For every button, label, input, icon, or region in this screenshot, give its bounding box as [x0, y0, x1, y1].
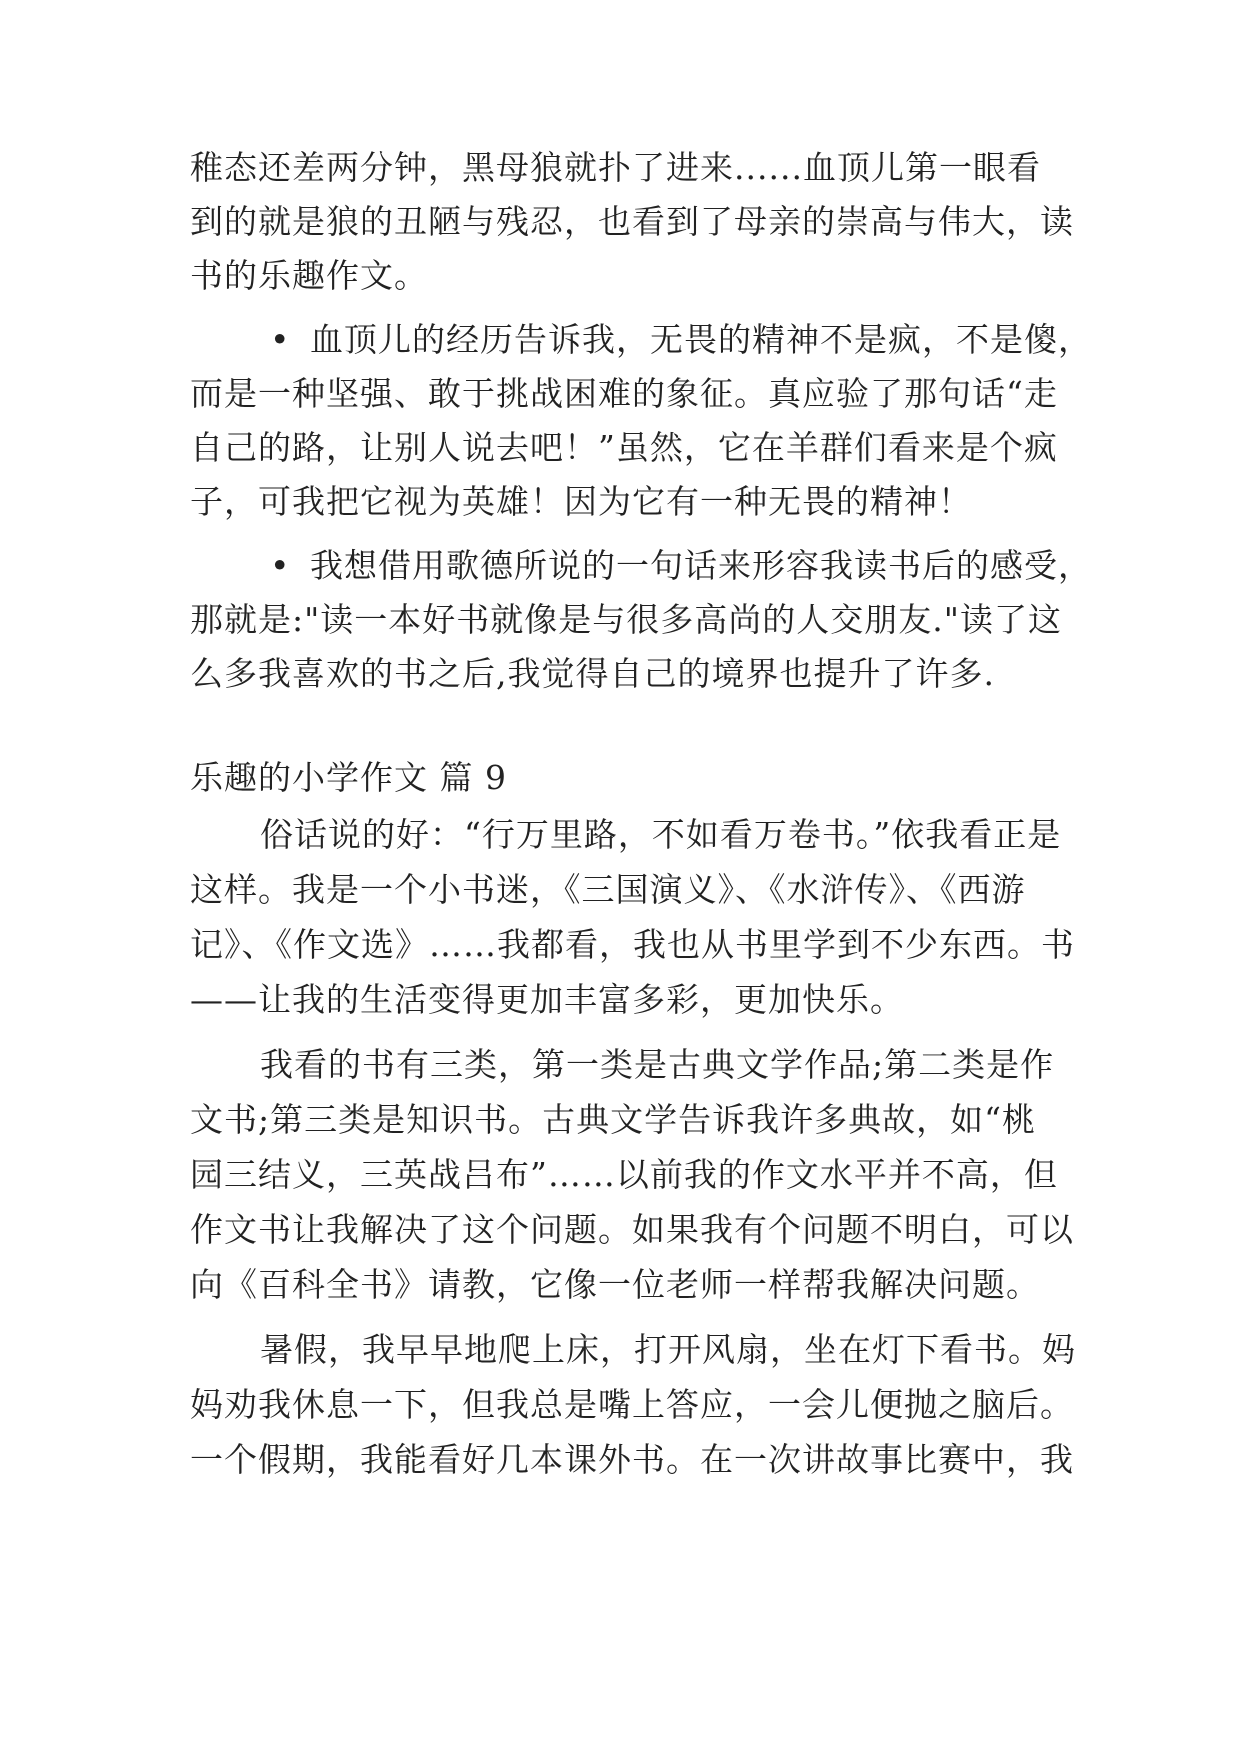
paragraph-first-line: 我看的书有三类，第一类是古典文学作品;第二类是作 — [260, 1045, 1055, 1084]
paragraph-line: 妈劝我休息一下，但我总是嘴上答应，一会儿便抛之脑后。 — [190, 1385, 1074, 1424]
paragraph-line: 一个假期，我能看好几本课外书。在一次讲故事比赛中，我 — [190, 1440, 1074, 1479]
section-title: 乐趣的小学作文 篇 9 — [190, 758, 507, 797]
paragraph-line: 么多我喜欢的书之后,我觉得自己的境界也提升了许多. — [190, 654, 995, 693]
paragraph-line: 作文书让我解决了这个问题。如果我有个问题不明白，可以 — [190, 1210, 1074, 1249]
paragraph-line: 子，可我把它视为英雄！因为它有一种无畏的精神！ — [190, 482, 972, 521]
paragraph-line: ——让我的生活变得更加丰富多彩，更加快乐。 — [190, 980, 904, 1019]
paragraph-first-line: 暑假，我早早地爬上床，打开风扇，坐在灯下看书。妈 — [260, 1330, 1076, 1369]
paragraph-line: 记》、《作文选》……我都看，我也从书里学到不少东西。书 — [190, 925, 1075, 964]
bullet-first-line: 血顶儿的经历告诉我，无畏的精神不是疯，不是傻， — [310, 320, 1092, 359]
paragraph-line: 那就是:"读一本好书就像是与很多高尚的人交朋友."读了这 — [190, 600, 1062, 639]
bullet-icon: • — [270, 546, 290, 585]
paragraph-first-line: 俗话说的好：“行万里路，不如看万卷书。”依我看正是 — [260, 815, 1062, 854]
paragraph-line: 自己的路，让别人说去吧！”虽然，它在羊群们看来是个疯 — [190, 428, 1058, 467]
paragraph-line: 文书;第三类是知识书。古典文学告诉我许多典故，如“桃 — [190, 1100, 1036, 1139]
paragraph-line: 而是一种坚强、敢于挑战困难的象征。真应验了那句话“走 — [190, 374, 1058, 413]
paragraph-line: 向《百科全书》请教，它像一位老师一样帮我解决问题。 — [190, 1265, 1040, 1304]
paragraph-line: 书的乐趣作文。 — [190, 256, 428, 295]
paragraph-line: 园三结义，三英战吕布”……以前我的作文水平并不高，但 — [190, 1155, 1058, 1194]
bullet-first-line: 我想借用歌德所说的一句话来形容我读书后的感受， — [310, 546, 1092, 585]
paragraph-line: 稚态还差两分钟，黑母狼就扑了进来......血顶儿第一眼看 — [190, 148, 1041, 187]
bullet-icon: • — [270, 320, 290, 359]
paragraph-line: 这样。我是一个小书迷，《三国演义》、《水浒传》、《西游 — [190, 870, 1026, 909]
paragraph-line: 到的就是狼的丑陋与残忍，也看到了母亲的崇高与伟大，读 — [190, 202, 1074, 241]
